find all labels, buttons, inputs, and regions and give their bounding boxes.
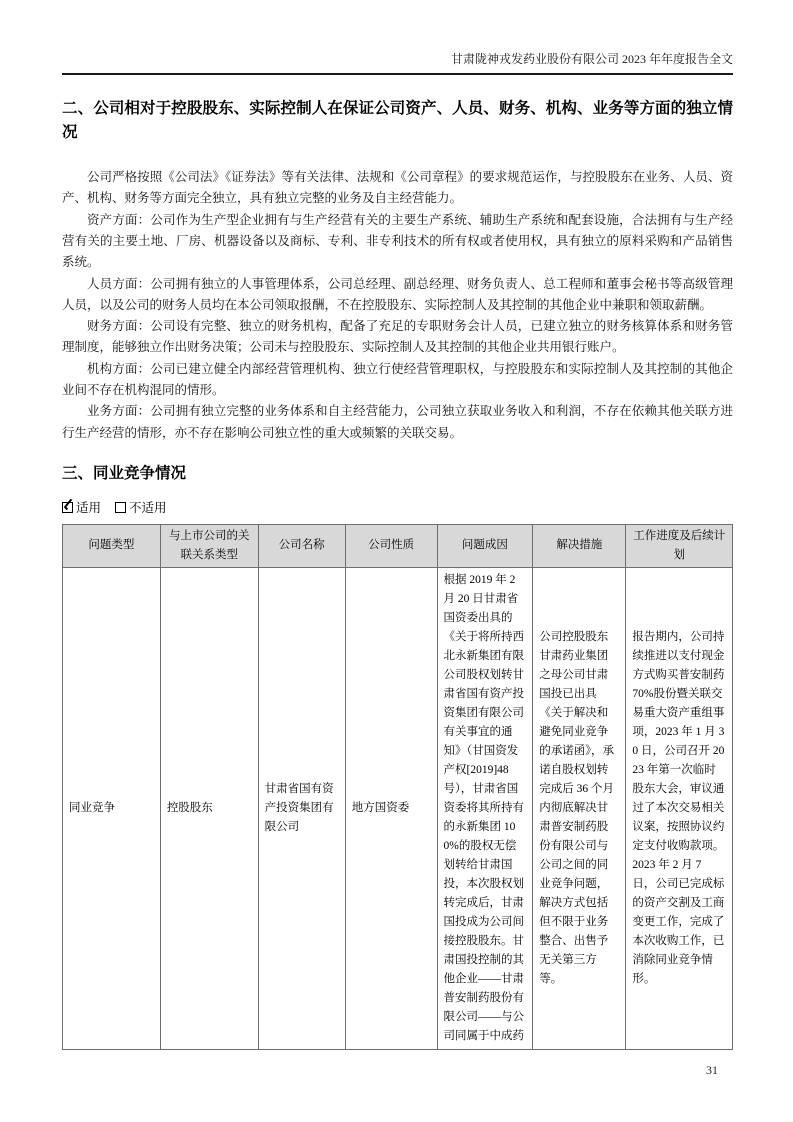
col-header-company-name: 公司名称 <box>258 524 345 567</box>
applicability-line <box>62 500 733 516</box>
table-header-row <box>63 524 733 567</box>
not-applicable-checkbox-unchecked-icon <box>115 502 126 513</box>
document-header <box>62 50 733 75</box>
competition-table <box>62 524 733 1050</box>
section-independence-title: 二、公司相对于控股股东、实际控制人在保证公司资产、人员、财务、机构、业务等方面的独立情况 <box>62 100 733 142</box>
col-header-relation-type: 与上市公司的关联关系类型 <box>160 524 258 567</box>
applicable-label: 适用 <box>76 500 102 515</box>
independence-paragraph: 公司严格按照《公司法》《证券法》等有关法律、法规和《公司章程》的要求规范运作，与控股股东在业务、人员、资产、机构、财务等方面完全独立，具有独立完整的业务及自主经营能力。 <box>62 170 733 206</box>
page-number: 31 <box>706 1062 718 1077</box>
applicable-checkbox-checked-icon <box>62 502 73 513</box>
document-header-title: 甘肃陇神戎发药业股份有限公司 2023 年年度报告全文 <box>450 52 733 66</box>
cell-company-name: 甘肃省国有资产投资集团有限公司 <box>258 567 345 1049</box>
independence-paragraph: 财务方面：公司设有完整、独立的财务机构，配备了充足的专职财务会计人员，已建立独立的财务核算体系和财务管理制度，能够独立作出财务决策；公司未与控股股东、实际控制人及其控制的其他企业共用银行账户。 <box>62 319 733 355</box>
applicable-option <box>62 500 101 516</box>
col-header-issue-cause: 问题成因 <box>437 524 533 567</box>
cell-relation-type: 控股股东 <box>160 567 258 1049</box>
col-header-company-nature: 公司性质 <box>345 524 437 567</box>
cell-progress-plan: 报告期内，公司持续推进以支付现金方式购买普安制药 70%股份暨关联交易重大资产重组事项，2023 年 1 月 30 日，公司召开 2023 年第一次临时股东大会，审议通过了本次交易相关议案，按照协议约定支付收购款项。2023 年 2 月 7 日，公司已完成标的资产交割及工商变更工作，完成了本次收购工作，已消除同业竞争情形。 <box>626 567 733 1049</box>
independence-paragraph: 业务方面：公司拥有独立完整的业务体系和自主经营能力，公司独立获取业务收入和利润，不存在依赖其他关联方进行生产经营的情形，亦不存在影响公司独立性的重大或频繁的关联交易。 <box>62 404 733 440</box>
section-independence-body <box>62 167 733 444</box>
not-applicable-label: 不适用 <box>129 500 167 515</box>
table-row <box>63 567 733 1049</box>
col-header-issue-type: 问题类型 <box>63 524 161 567</box>
independence-paragraph: 人员方面：公司拥有独立的人事管理体系，公司总经理、副总经理、财务负责人、总工程师和董事会秘书等高级管理人员，以及公司的财务人员均在本公司领取报酬，不在控股股东、实际控制人及其控制的其他企业中兼职和领取薪酬。 <box>62 276 733 312</box>
cell-issue-type: 同业竞争 <box>63 567 161 1049</box>
col-header-solution: 解决措施 <box>533 524 626 567</box>
independence-paragraph: 机构方面：公司已建立健全内部经营管理机构、独立行使经营管理职权，与控股股东和实际控制人及其控制的其他企业间不存在机构混同的情形。 <box>62 361 733 397</box>
col-header-progress-plan: 工作进度及后续计划 <box>626 524 733 567</box>
cell-issue-cause: 根据 2019 年 2 月 20 日甘肃省国资委出具的《关于将所持西北永新集团有限公司股权划转甘肃省国有资产投资集团有限公司有关事宜的通知》（甘国资发产权[2019]48 号），甘肃省国资委将其所持有的永新集团 100%的股权无偿划转给甘肃国投，本次股权划转完成后，甘肃国投成为公司间接控股股东。甘肃国投控制的其他企业——甘肃普安制药股份有限公司——与公司同属于中成药 <box>437 567 533 1049</box>
independence-paragraph: 资产方面：公司作为生产型企业拥有与生产经营有关的主要生产系统、辅助生产系统和配套设施，合法拥有与生产经营有关的主要土地、厂房、机器设备以及商标、专利、非专利技术的所有权或者使用权，具有独立的原料采购和产品销售系统。 <box>62 212 733 270</box>
cell-solution: 公司控股股东甘肃药业集团之母公司甘肃国投已出具《关于解决和避免同业竞争的承诺函》，承诺自股权划转完成后 36 个月内彻底解决甘肃普安制药股份有限公司与公司之间的同业竞争问题，解决方式包括但不限于业务整合、出售予无关第三方等。 <box>533 567 626 1049</box>
not-applicable-option <box>115 500 167 516</box>
cell-company-nature: 地方国资委 <box>345 567 437 1049</box>
section-competition-title: 三、同业竞争情况 <box>62 464 187 482</box>
